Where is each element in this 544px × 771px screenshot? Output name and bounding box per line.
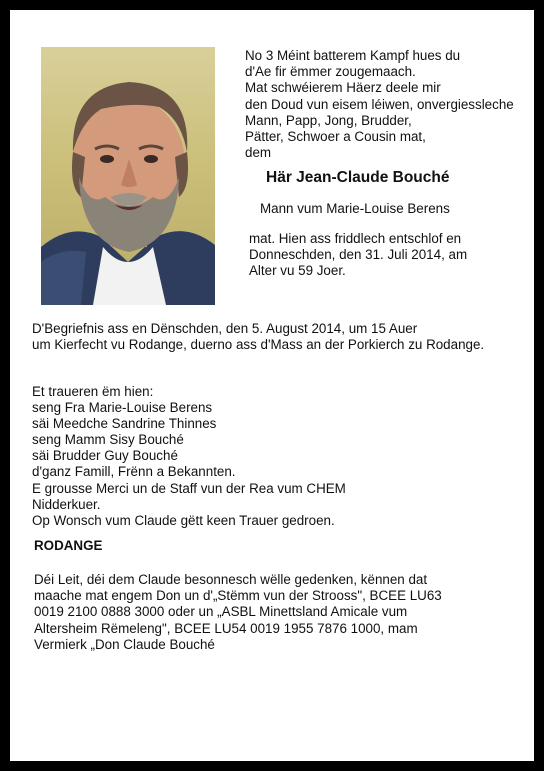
donation-line: 0019 2100 0888 3000 oder un „ASBL Minettsland Amicale vum bbox=[34, 604, 408, 620]
donation-line: Vermierk „Don Claude Bouché bbox=[34, 636, 215, 652]
intro-line: d'Ae fir ëmmer zougemaach. bbox=[245, 64, 416, 80]
donation-text bbox=[34, 572, 442, 653]
death-line: Alter vu 59 Joer. bbox=[249, 263, 346, 279]
mourners-line: Et traueren ëm hien: bbox=[32, 384, 154, 399]
mourners-line: säi Meedche Sandrine Thinnes bbox=[32, 416, 217, 432]
obituary-card bbox=[10, 10, 534, 761]
mourners-line: E grousse Merci un de Staff vun der Rea vum CHEM bbox=[32, 480, 346, 496]
donation-line: maache mat engem Don un d'„Stëmm vun der Strooss", BCEE LU63 bbox=[34, 588, 442, 604]
spouse-line: Mann vum Marie-Louise Berens bbox=[260, 201, 450, 216]
mourners-line: d'ganz Famill, Frënn a Bekannten. bbox=[32, 464, 236, 480]
donation-line: Déi Leit, déi dem Claude besonnesch wëlle gedenken, kënnen dat bbox=[34, 572, 428, 587]
intro-line: den Doud vun eisem léiwen, onvergiessleche bbox=[245, 96, 514, 112]
deceased-name: Här Jean-Claude Bouché bbox=[266, 169, 450, 186]
intro-line: No 3 Méint batterem Kampf hues du bbox=[245, 48, 461, 63]
donation-line: Altersheim Rëmeleng", BCEE LU54 0019 1955 7876 1000, mam bbox=[34, 620, 418, 636]
death-line: mat. Hien ass friddlech entschlof en bbox=[249, 231, 462, 246]
intro-line: Pätter, Schwoer a Cousin mat, bbox=[245, 129, 426, 145]
funeral-line: D'Begriefnis ass en Dënschden, den 5. August 2014, um 15 Auer bbox=[32, 321, 418, 336]
mourners-line: säi Brudder Guy Bouché bbox=[32, 448, 178, 464]
intro-line: Mann, Papp, Jong, Brudder, bbox=[245, 112, 412, 128]
intro-line: dem bbox=[245, 145, 272, 161]
death-line: Donneschden, den 31. Juli 2014, am bbox=[249, 247, 468, 263]
mourners-line: Nidderkuer. bbox=[32, 496, 101, 512]
mourners-line: Op Wonsch vum Claude gëtt keen Trauer gedroen. bbox=[32, 512, 335, 528]
place-heading: RODANGE bbox=[34, 538, 103, 553]
death-text bbox=[249, 231, 467, 280]
mourners-text bbox=[32, 384, 346, 529]
portrait-photo bbox=[41, 47, 215, 305]
mourners-line: seng Mamm Sisy Bouché bbox=[32, 432, 184, 448]
intro-line: Mat schwéierem Häerz deele mir bbox=[245, 80, 441, 96]
funeral-text bbox=[32, 321, 484, 353]
intro-text bbox=[245, 48, 525, 161]
funeral-line: um Kierfecht vu Rodange, duerno ass d'Mass an der Porkierch zu Rodange. bbox=[32, 337, 485, 353]
mourners-line: seng Fra Marie-Louise Berens bbox=[32, 400, 213, 416]
